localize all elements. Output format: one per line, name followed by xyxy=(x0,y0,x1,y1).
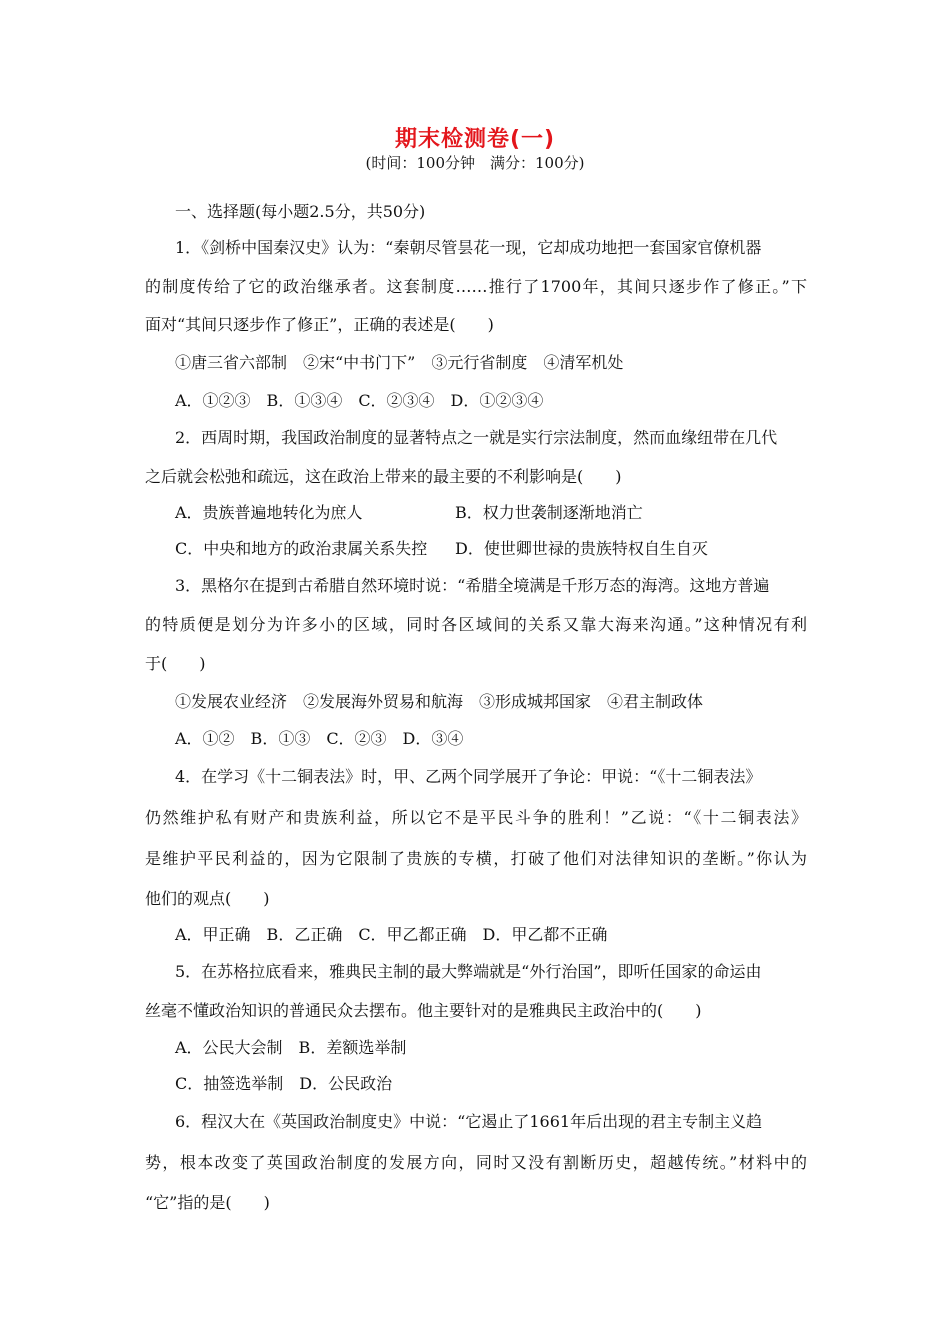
exam-time-score: (时间：100分钟 满分：100分) xyxy=(365,154,585,172)
q5-line1: 5．在苏格拉底看来，雅典民主制的最大弊端就是“外行治国”，即听任国家的命运由 xyxy=(175,962,762,981)
q6-line2: 势，根本改变了英国政治制度的发展方向，同时又没有割断历史，超越传统。”材料中的 xyxy=(145,1153,807,1172)
q4-line1: 4．在学习《十二铜表法》时，甲、乙两个同学展开了争论：甲说：“《十二铜表法》 xyxy=(175,767,762,786)
q2-option-d: D．使世卿世禄的贵族特权自生自灭 xyxy=(455,539,708,558)
q2-option-c: C．中央和地方的政治隶属关系失控 xyxy=(175,539,428,558)
q4-line4: 他们的观点( ) xyxy=(145,889,270,908)
page-title: 期末检测卷(一) xyxy=(394,127,556,152)
q5-options-line1: A．公民大会制 B．差额选举制 xyxy=(175,1038,407,1057)
q3-line2: 的特质便是划分为许多小的区域，同时各区域间的关系又靠大海来沟通。”这种情况有利 xyxy=(145,615,807,634)
q3-items: ①发展农业经济 ②发展海外贸易和航海 ③形成城邦国家 ④君主制政体 xyxy=(175,692,704,711)
q5-options-line2: C．抽签选举制 D．公民政治 xyxy=(175,1074,393,1093)
q6-line3: “它”指的是( ) xyxy=(145,1193,270,1212)
q2-option-a: A．贵族普遍地转化为庶人 xyxy=(175,503,363,522)
q4-line3: 是维护平民利益的，因为它限制了贵族的专横，打破了他们对法律知识的垄断。”你认为 xyxy=(145,849,807,868)
q4-line2: 仍然维护私有财产和贵族利益，所以它不是平民斗争的胜利！”乙说：“《十二铜表法》 xyxy=(145,808,807,827)
q3-line3: 于( ) xyxy=(145,654,206,673)
q4-options: A．甲正确 B．乙正确 C．甲乙都正确 D．甲乙都不正确 xyxy=(175,925,608,944)
q1-items: ①唐三省六部制 ②宋“中书门下” ③元行省制度 ④清军机处 xyxy=(175,353,624,372)
q1-line3: 面对“其间只逐步作了修正”，正确的表述是( ) xyxy=(145,315,494,334)
q1-line2: 的制度传给了它的政治继承者。这套制度……推行了1700年，其间只逐步作了修正。”下 xyxy=(145,277,807,296)
q6-line1: 6．程汉大在《英国政治制度史》中说：“它遏止了1661年后出现的君主专制主义趋 xyxy=(175,1112,763,1131)
q3-options: A．①② B．①③ C．②③ D．③④ xyxy=(175,729,464,748)
q1-options: A．①②③ B．①③④ C．②③④ D．①②③④ xyxy=(175,391,544,410)
q2-option-b: B．权力世袭制逐渐地消亡 xyxy=(455,503,643,522)
q5-line2: 丝毫不懂政治知识的普通民众去摆布。他主要针对的是雅典民主政治中的( ) xyxy=(145,1001,702,1020)
q3-line1: 3．黑格尔在提到古希腊自然环境时说：“希腊全境满是千形万态的海湾。这地方普遍 xyxy=(175,576,770,595)
q2-line2: 之后就会松弛和疏远，这在政治上带来的最主要的不利影响是( ) xyxy=(145,467,622,486)
q1-line1: 1．《剑桥中国秦汉史》认为：“秦朝尽管昙花一现，它却成功地把一套国家官僚机器 xyxy=(175,238,762,257)
q2-line1: 2．西周时期，我国政治制度的显著特点之一就是实行宗法制度，然而血缘纽带在几代 xyxy=(175,428,778,447)
section-heading: 一、选择题(每小题2.5分，共50分) xyxy=(175,202,426,221)
